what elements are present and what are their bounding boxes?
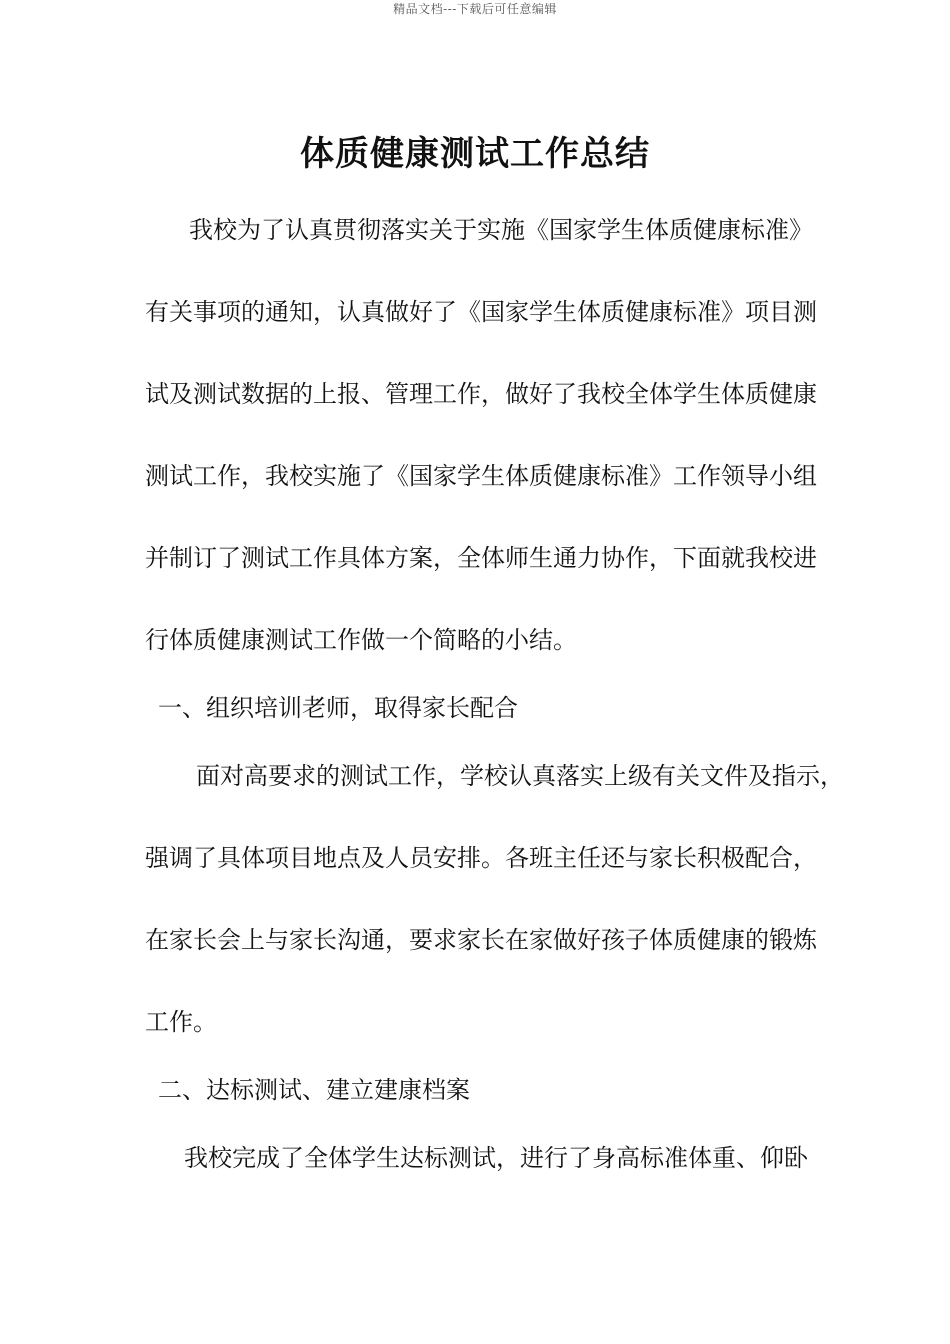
header-note: 精品文档---下载后可任意编辑 [393,2,557,16]
paragraph-line: 测试工作，我校实施了《国家学生体质健康标准》工作领导小组 [145,462,817,490]
paragraph-line: 工作。 [145,1008,217,1036]
paragraph-line: 试及测试数据的上报、管理工作，做好了我校全体学生体质健康 [145,380,817,408]
paragraph-line: 强调了具体项目地点及人员安排。各班主任还与家长积极配合， [145,844,817,872]
paragraph-line: 面对高要求的测试工作，学校认真落实上级有关文件及指示， [196,762,844,790]
document-title: 体质健康测试工作总结 [300,134,650,174]
section-heading-2: 二、达标测试、建立建康档案 [158,1076,470,1104]
paragraph-line: 我校完成了全体学生达标测试，进行了身高标准体重、仰卧 [184,1144,808,1172]
paragraph-line: 有关事项的通知，认真做好了《国家学生体质健康标准》项目测 [145,298,817,326]
paragraph-line: 行体质健康测试工作做一个简略的小结。 [145,626,577,654]
paragraph-line: 并制订了测试工作具体方案，全体师生通力协作，下面就我校进 [145,544,817,572]
paragraph-line: 我校为了认真贯彻落实关于实施《国家学生体质健康标准》 [189,216,813,244]
section-heading-1: 一、组织培训老师，取得家长配合 [158,694,518,722]
paragraph-line: 在家长会上与家长沟通，要求家长在家做好孩子体质健康的锻炼 [145,926,817,954]
